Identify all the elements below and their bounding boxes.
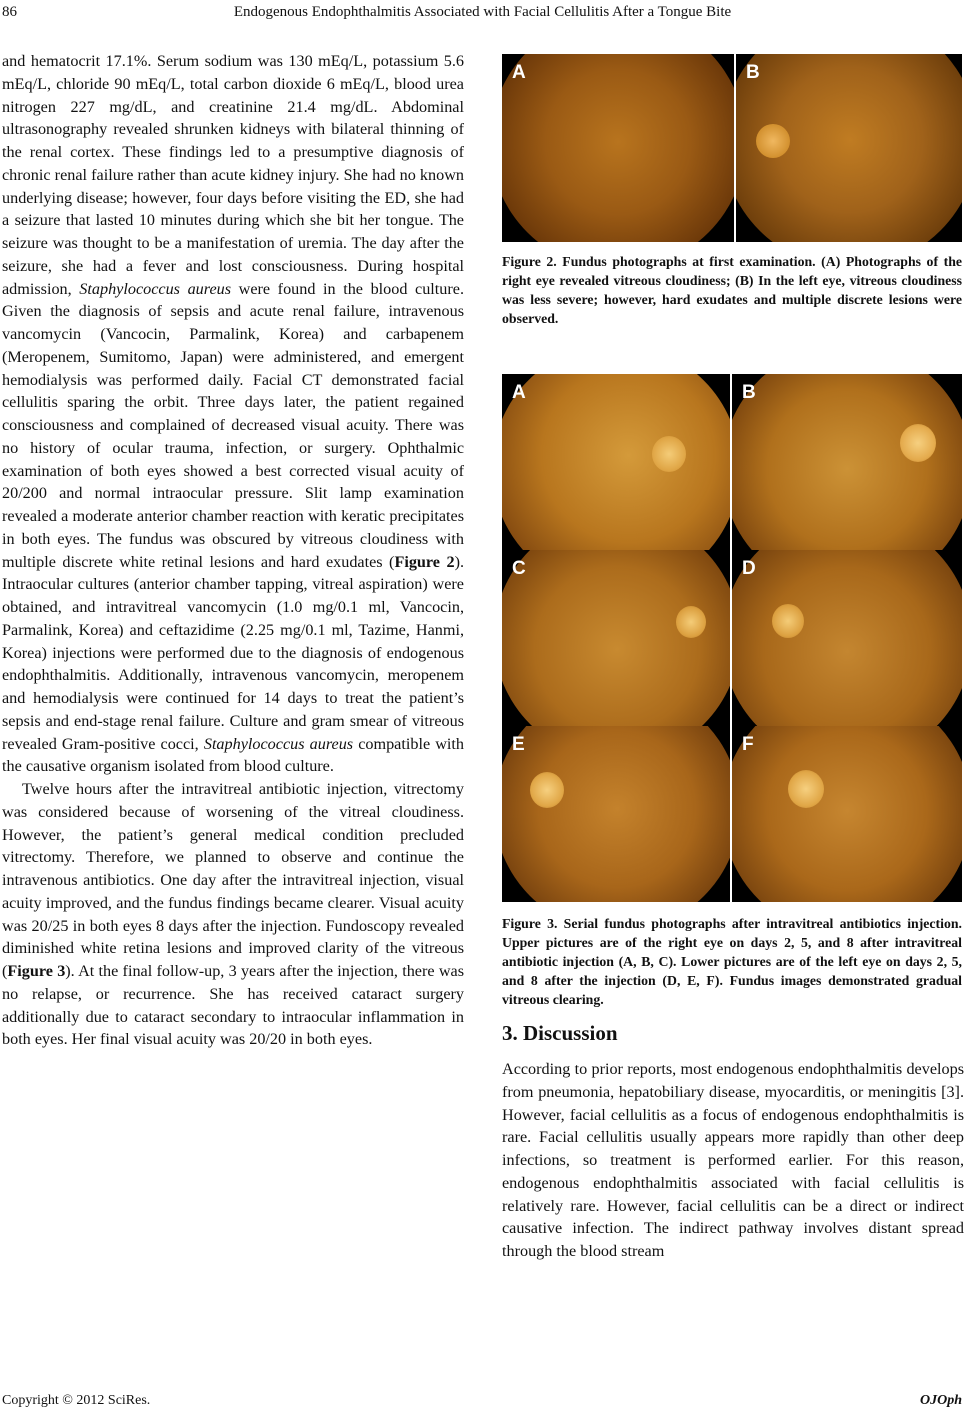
panel-label: A [512,62,526,83]
text-run: ). At the final follow-up, 3 years after the injection, there was no relapse, or recurrence. She has received cataract surgery additionally due to cataract secondary to intraocular inflammation in both eyes. Her final visual acuity was 20/20 in both eyes. [2,962,464,1049]
figure-2 [502,54,962,242]
page-header [0,0,965,24]
italic-organism: Staphylococcus aureus [79,279,232,298]
text-run: compatible with the causative organism isolated from blood culture. [2,734,465,776]
italic-organism: Staphylococcus aureus [203,734,354,753]
fundus-panel-3b [732,374,962,550]
panel-label: B [746,62,760,83]
figure-2-caption: Figure 2. Fundus photographs at first examination. (A) Photographs of the right eye revealed vitreous cloudiness; (B) In the left eye, vitreous cloudiness was less severe; however, hard exudates and multiple discrete lesions were observed. [502,254,962,326]
fundus-panel-2a [502,54,734,242]
fundus-image [732,550,962,726]
page-number: 86 [2,4,17,20]
text-run: and hematocrit 17.1%. Serum sodium was 130 mEq/L, potassium 5.6 mEq/L, chloride 90 mEq/L, total carbon dioxide 6 mEq/L, blood urea nitrogen 227 mg/dL, and creatinine 21.4 mg/dL. Abdominal ultrasonography revealed shrunken kidneys with bilateral thinning of the renal cortex. These findings led to a presumptive diagnosis of chronic renal failure rather than acute kidney injury. She had no known underlying disease; however, four days before visiting the ED, she had a seizure that lasted 10 minutes during which she bit her tongue. The seizure was thought to be a manifestation of uremia. The day after the seizure, she had a fever and lost consciousness. During hospital admission, [2,52,464,298]
fundus-image [732,374,962,550]
fundus-panel-3e [502,726,730,902]
optic-disc [652,436,686,472]
optic-disc [756,124,790,158]
paragraph-1 [2,50,464,778]
figure-ref-link[interactable]: Figure 2 [394,552,455,571]
fundus-image [502,550,730,726]
figure-ref-link[interactable]: Figure 3 [7,962,66,980]
copyright: Copyright © 2012 SciRes. [2,1393,151,1408]
fundus-panel-3c [502,550,730,726]
figure-3 [502,374,962,902]
panel-label: D [742,558,756,579]
optic-disc [772,604,804,638]
left-column [2,50,464,1051]
figure-3-caption: Figure 3. Serial fundus photographs after intravitreal antibiotics injection. Upper pictures are of the right eye on days 2, 5, and 8 after intravitreal antibiotic injection (A, B, C). Lower pictures are of the left eye on days 2, 5, and 8 after the injection (D, E, F). Fundus images demonstrated gradual vitreous clearing. [502,916,962,1007]
panel-label: F [742,734,754,755]
fundus-panel-2b [736,54,962,242]
optic-disc [900,424,936,462]
optic-disc [788,770,824,808]
panel-label: B [742,382,756,403]
discussion-text: According to prior reports, most endogenous endophthalmitis develops from pneumonia, hepatobiliary disease, myocarditis, or meningitis [3]. However, facial cellulitis as a focus of endogenous endophthalmitis is rare. Facial cellulitis usually appears more rapidly than other deep infections, so treatment is performed earlier. For this reason, endogenous endophthalmitis associated with facial cellulitis is relatively rare. However, facial cellulitis can be a direct or indirect causative infection. The indirect pathway involves distant spread through the blood stream [502,1060,964,1260]
page-footer [2,1393,962,1413]
text-run: were found in the blood culture. Given the diagnosis of sepsis and acute renal failure, intravenous vancomycin (Vancocin, Parmalink, Korea) and carbapenem (Meropenem, Sumitomo, Japan) were administered, and emergent hemodialysis was performed daily. Facial CT demonstrated facial cellulitis sparing the orbit. Three days later, the patient regained consciousness and complained of decreased visual acuity. There was no history of ocular trauma, infection, or surgery. Ophthalmic examination of both eyes showed a best corrected visual acuity of 20/200 and normal intraocular pressure. Slit lamp examination revealed a moderate anterior chamber reaction with keratic precipitates in both eyes. The fundus was obscured by vitreous cloudiness with multiple discrete white retinal lesions and hard exudates ( [2,279,465,571]
section-heading: 3. Discussion [502,1021,618,1045]
text-run: ). Intraocular cultures (anterior chamber tapping, vitreal aspiration) were obtained, and intravitreal vancomycin (1.0 mg/0.1 ml, Vancocin, Parmalink, Korea) and ceftazidime (2.25 mg/0.1 ml, Tazime, Hanmi, Korea) injections were performed due to the diagnosis of endogenous endophthalmitis. Additionally, intravenous vancomycin, meropenem and hemodialysis were continued for 14 days to treat the patient’s sepsis and end-stage renal failure. Culture and gram smear of vitreous revealed Gram-positive cocci, [2,552,464,753]
fundus-panel-3d [732,550,962,726]
journal-name: OJOph [919,1393,962,1408]
panel-label: C [512,558,526,579]
fundus-panel-3a [502,374,730,550]
panel-label: E [512,734,525,755]
optic-disc [530,772,564,808]
optic-disc [676,606,706,638]
text-run: Twelve hours after the intravitreal antibiotic injection, vitrectomy was considered because of worsening of the vitreal cloudiness. However, the patient’s general medical condition precluded vitrectomy. Therefore, we planned to observe and continue the intravenous antibiotics. One day after the intravitreal injection, visual acuity improved, and the fundus findings became clearer. Visual acuity was 20/25 in both eyes 8 days after the injection. Fundoscopy revealed diminished white retina lesions and improved clarity of the vitreous ( [2,780,464,980]
fundus-image [502,54,734,242]
fundus-panel-3f [732,726,962,902]
fundus-image [502,374,730,550]
running-title: Endogenous Endophthalmitis Associated with Facial Cellulitis After a Tongue Bite [233,4,732,20]
paragraph-2 [2,778,464,1051]
fundus-image [502,726,730,902]
panel-label: A [512,382,526,403]
fundus-image [732,726,962,902]
